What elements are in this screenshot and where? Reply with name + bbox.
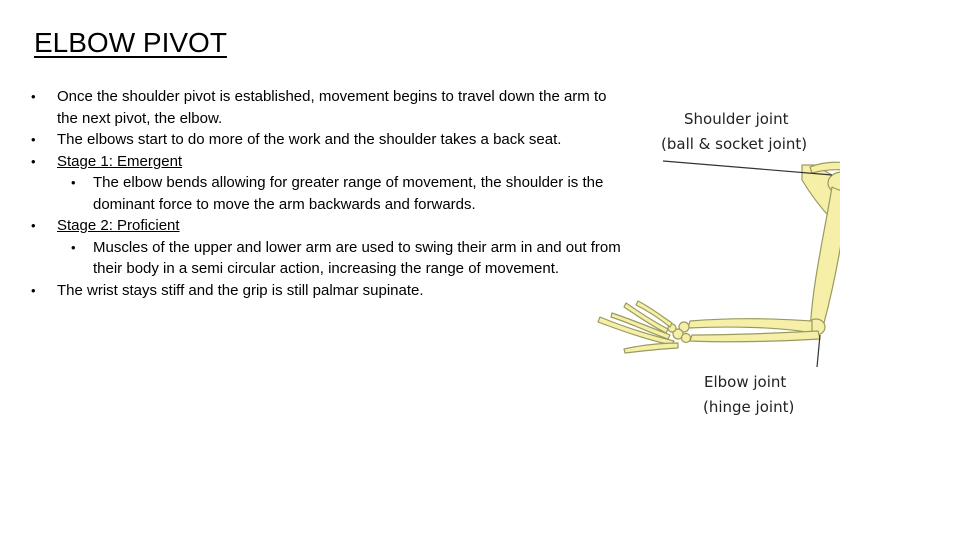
- bullet-item: [30, 129, 630, 151]
- radius-bone: [688, 319, 812, 333]
- bullet-text-stage-1: Stage 1: Emergent: [57, 152, 183, 170]
- bullet-dot: •: [31, 282, 36, 298]
- bullet-list: [30, 86, 630, 301]
- bullet-dot: •: [31, 218, 36, 233]
- arm-skeleton-illustration: [580, 95, 840, 430]
- sub-bullet-item: [30, 172, 630, 215]
- ulna-bone: [690, 331, 820, 342]
- bullet-text: Once the shoulder pivot is established, movement begins to travel down the arm to the next pivot, the elbow.: [57, 88, 607, 127]
- finger-bone: [624, 343, 678, 353]
- slide-title: ELBOW PIVOT: [34, 27, 227, 58]
- bullet-dot: •: [31, 153, 36, 169]
- bullet-item: [30, 280, 630, 302]
- bone-group: [598, 162, 840, 353]
- bullet-text-stage-2: Stage 2: Proficient: [57, 217, 180, 234]
- elbow-pointer-line: [817, 335, 820, 367]
- sub-bullet-text: The elbow bends allowing for greater range of movement, the shoulder is the dominant force to move the arm backwards and forwards.: [93, 174, 604, 213]
- bullet-item: [30, 215, 630, 237]
- bullet-text: The wrist stays stiff and the grip is still palmar supinate.: [57, 281, 424, 299]
- bullet-dot: •: [71, 175, 76, 190]
- arm-skeleton-figure: [580, 95, 840, 430]
- bullet-dot: •: [71, 239, 76, 255]
- bullet-dot: •: [31, 89, 36, 104]
- bullet-text: The elbows start to do more of the work and the shoulder takes a back seat.: [57, 131, 562, 148]
- sub-bullet-text: Muscles of the upper and lower arm are used to swing their arm in and out from their body in a semi circular action, increasing the range of movement.: [93, 238, 621, 277]
- bullet-dot: •: [31, 132, 36, 147]
- shoulder-joint-type-label: (ball & socket joint): [661, 135, 808, 153]
- bullet-item: [30, 151, 630, 173]
- sub-bullet-item: [30, 237, 630, 280]
- carpal-bone: [682, 334, 691, 343]
- bullet-item: [30, 86, 630, 129]
- shoulder-joint-label: Shoulder joint: [684, 110, 789, 128]
- elbow-joint-type-label: (hinge joint): [703, 398, 795, 416]
- elbow-joint-label: Elbow joint: [704, 373, 787, 391]
